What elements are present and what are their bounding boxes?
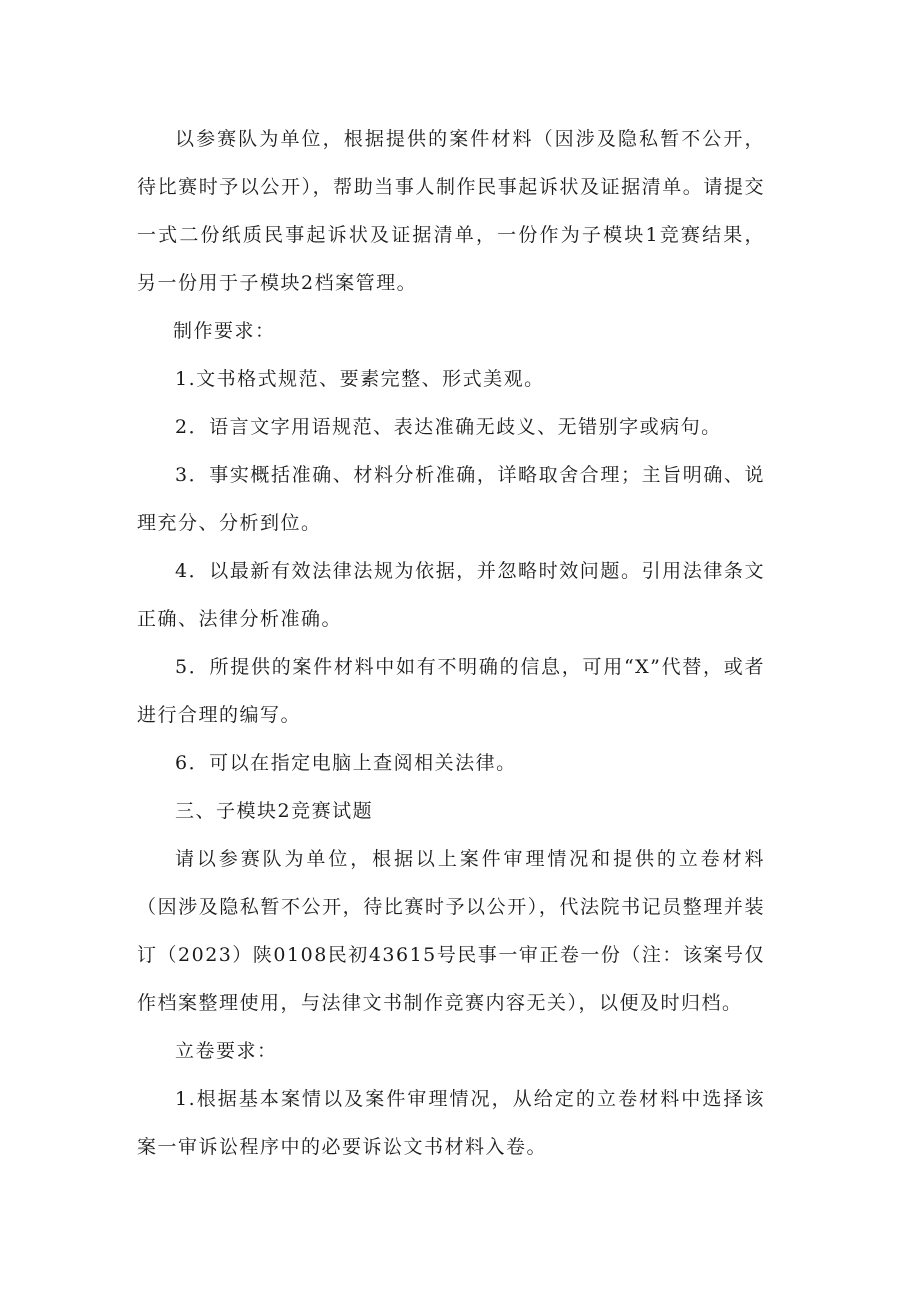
filing-requirements-heading: 立卷要求： (175, 1040, 278, 1062)
requirement-item-1: 1.文书格式规范、要素完整、形式美观。 (175, 368, 545, 390)
requirement-item-3: 3．事实概括准确、材料分析准确，详略取舍合理；主旨明确、说理充分、分析到位。 (137, 464, 765, 534)
requirement-item-5: 5．所提供的案件材料中如有不明确的信息，可用“X”代替，或者进行合理的编写。 (137, 656, 765, 726)
requirement-item-6: 6．可以在指定电脑上查阅相关法律。 (175, 752, 517, 774)
section-heading-submodule-2: 三、子模块2竞赛试题 (175, 800, 374, 822)
intro-paragraph: 以参赛队为单位，根据提供的案件材料（因涉及隐私暂不公开，待比赛时予以公开），帮助当事人制作民事起诉状及证据清单。请提交一式二份纸质民事起诉状及证据清单，一份作为子模块1竞赛结果，另一份用于子模块2档案管理。 (137, 128, 765, 294)
production-requirements-heading: 制作要求： (173, 320, 276, 342)
filing-requirement-item-1: 1.根据基本案情以及案件审理情况，从给定的立卷材料中选择该案一审诉讼程序中的必要诉讼文书材料入卷。 (137, 1088, 765, 1158)
requirement-item-4: 4．以最新有效法律法规为依据，并忽略时效问题。引用法律条文正确、法律分析准确。 (137, 560, 765, 630)
requirement-item-2: 2．语言文字用语规范、表达准确无歧义、无错别字或病句。 (175, 416, 722, 438)
submodule-2-paragraph: 请以参赛队为单位，根据以上案件审理情况和提供的立卷材料（因涉及隐私暂不公开，待比赛时予以公开），代法院书记员整理并装订（2023）陕0108民初43615号民事一审正卷一份（注：该案号仅作档案整理使用，与法律文书制作竞赛内容无关），以便及时归档。 (137, 848, 765, 1014)
